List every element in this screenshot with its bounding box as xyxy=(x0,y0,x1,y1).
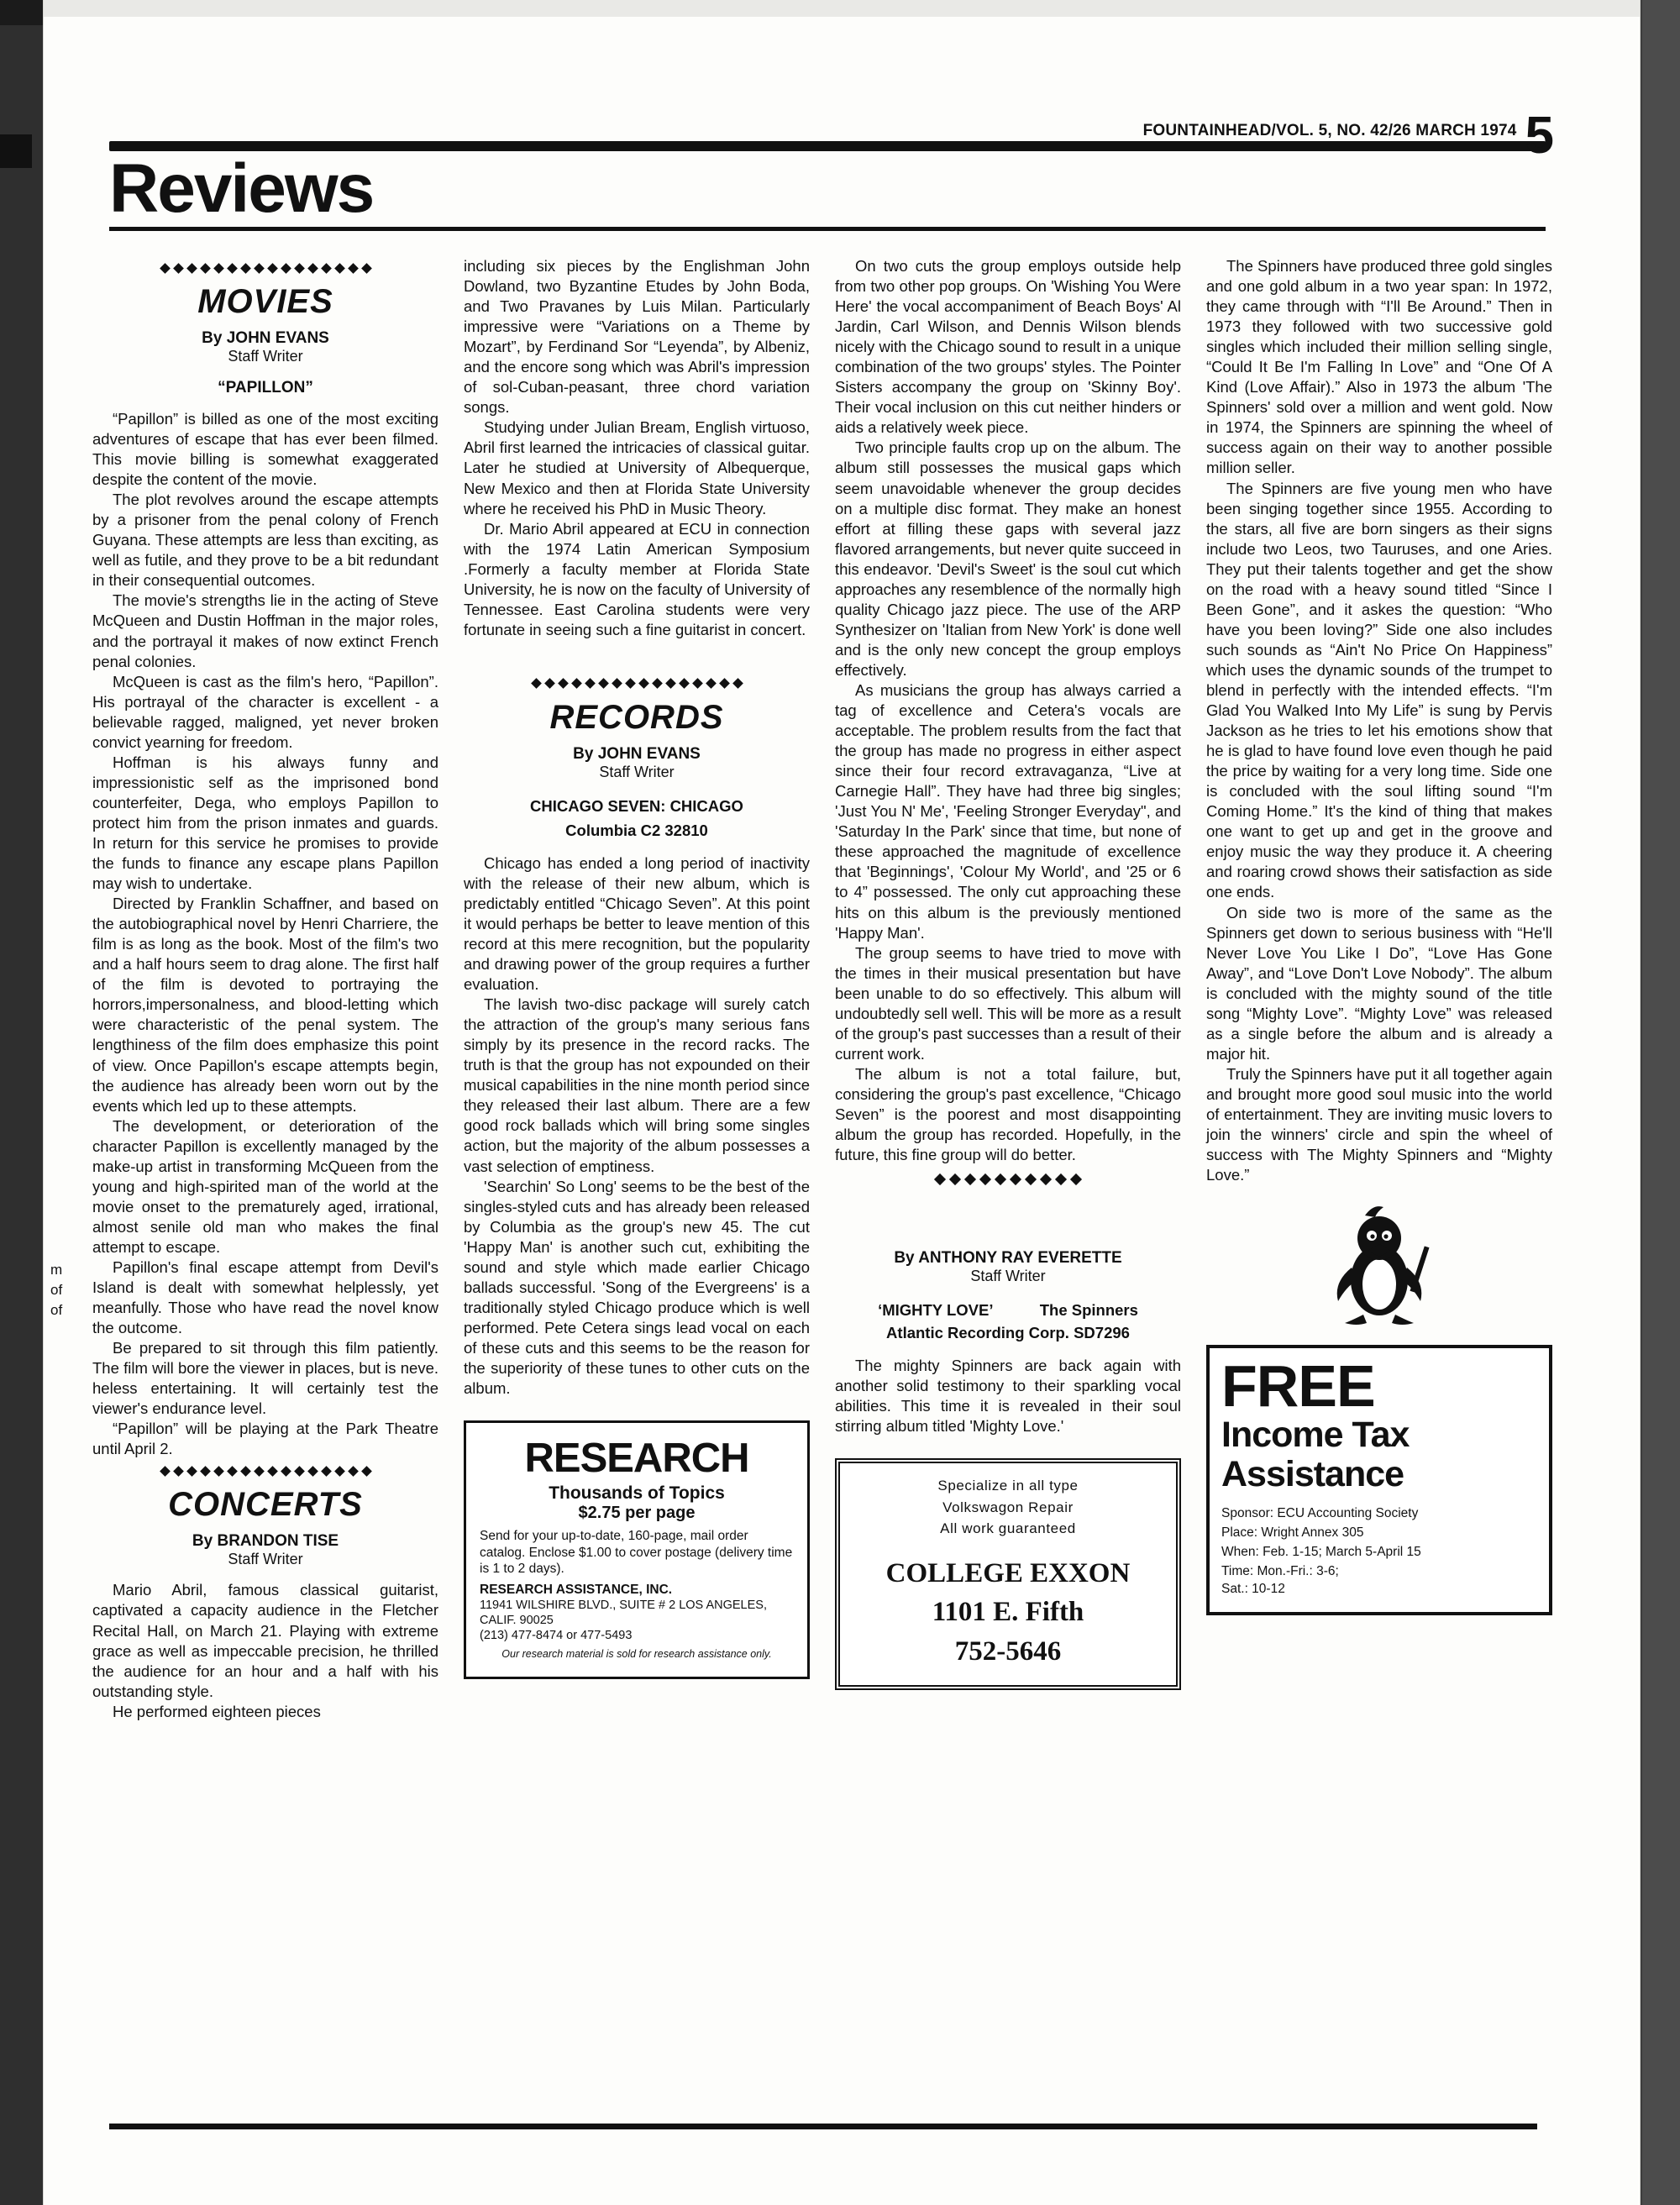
diamond-icon xyxy=(200,1466,211,1477)
diamond-icon xyxy=(348,263,359,274)
movies-top-rule xyxy=(92,261,438,275)
spinners-artist-name: The Spinners xyxy=(1039,1301,1138,1320)
paragraph: He performed eighteen pieces xyxy=(113,1702,321,1720)
research-ad-phone[interactable]: (213) 477-8474 or 477-5493 xyxy=(480,1628,633,1642)
column-4 xyxy=(1206,256,1552,1722)
page-number: 5 xyxy=(1525,107,1554,165)
diamond-icon xyxy=(254,1466,265,1477)
diamond-icon xyxy=(558,679,569,690)
paragraph: The group seems to have tried to move with the times in their musical presentation but have been unable to do so effectively. This album will undoubtedly sell well. This will be more as a result of the group's past successes than a result of their current work. xyxy=(835,943,1181,1063)
diamond-icon xyxy=(1010,1173,1021,1185)
research-ad[interactable] xyxy=(464,1420,810,1679)
concerts-byline-sub: Staff Writer xyxy=(228,1551,303,1568)
diamond-icon xyxy=(665,679,676,690)
diamond-icon xyxy=(160,263,171,274)
exxon-ad-line2: Volkswagon Repair xyxy=(942,1499,1074,1515)
records-album-title: CHICAGO SEVEN: CHICAGO xyxy=(530,796,743,815)
paragraph: Mario Abril, famous classical guitarist, captivated a capacity audience in the Fletcher Recital Hall, on March 21. Playing with extreme grace as well as impeccable precision, he thrilled the audience for an hour and a half with his outstanding style. xyxy=(92,1581,438,1700)
diamond-icon xyxy=(281,263,291,274)
exxon-ad-line3: All work guaranteed xyxy=(940,1520,1076,1537)
paragraph: On side two is more of the same as the Spinners get down to serious business with “He'll Never Love You Like I Do”, “Love Has Gone Away”, and “Love Don't Love Nobody”. The album is concluded with the mighty sound of the title song “Mighty Love”. “Mighty Love” was released as a single before the album and is already a major hit. xyxy=(1206,903,1552,1063)
column-3 xyxy=(835,256,1181,1722)
paragraph: McQueen is cast as the film's hero, “Papillon”. His portrayal of the character is excellent - a believable ragged, maligned, yet never broken convict yearning for freedom. xyxy=(92,672,438,751)
article-columns xyxy=(92,256,1554,1722)
spinners-byline-sub: Staff Writer xyxy=(970,1268,1046,1285)
diamond-icon xyxy=(307,263,318,274)
diamond-icon xyxy=(531,679,542,690)
exxon-ad-name: COLLEGE EXXON xyxy=(885,1557,1131,1588)
diamond-icon xyxy=(1055,1173,1067,1185)
diamond-icon xyxy=(334,263,345,274)
research-ad-sub2: $2.75 per page xyxy=(578,1504,696,1523)
diamond-icon xyxy=(598,679,609,690)
paragraph: Chicago has ended a long period of inactivity with the release of their new album, which is predictably entitled “Chicago Seven”. At this point it would perhaps be better to leave mention of this record at this mere recognition, but the popularity and drawing power of the group requires a further evaluation. xyxy=(464,853,810,994)
diamond-icon xyxy=(213,1466,224,1477)
paragraph: The album is not a total failure, but, considering the group's past excellence, “Chicago Seven” is the poorest and most disappointing album the group has recorded. Hopefully, in the future, this fine group will do better. xyxy=(835,1064,1181,1164)
exxon-ad-phone[interactable]: 752-5646 xyxy=(954,1635,1062,1667)
column-1 xyxy=(92,256,438,1722)
diamond-icon xyxy=(254,263,265,274)
college-exxon-ad[interactable] xyxy=(835,1458,1181,1690)
diamond-icon xyxy=(294,1466,305,1477)
diamond-icon xyxy=(1025,1173,1037,1185)
diamond-icon xyxy=(361,263,372,274)
diamond-icon xyxy=(186,1466,197,1477)
tax-ad-when: When: Feb. 1-15; March 5-April 15 xyxy=(1221,1544,1421,1559)
paragraph: 'Searchin' So Long' seems to be the best of the singles-styled cuts and has already been released by Columbia as the group's new 45. The cut 'Happy Man' is another such cut, exhibiting the sound and style which made earlier Chicago ballads successful. 'Song of the Evergreens' is a traditionally styled Chicago produce which is well performed. Pete Cetera sings lead vocal on each of these cuts and this seems to be the reason for the superiority of these tunes to other cuts on the album. xyxy=(464,1177,810,1398)
diamond-icon xyxy=(173,263,184,274)
diamond-icon xyxy=(638,679,649,690)
diamond-icon xyxy=(267,263,278,274)
records-heading: RECORDS xyxy=(549,698,724,736)
paragraph: The plot revolves around the escape attempts by a prisoner from the penal colony of French Guyana. These attempts are less than exciting, as well as futile, and they prove to be a bit redundant in their consequential outcomes. xyxy=(92,491,438,590)
diamond-icon xyxy=(307,1466,318,1477)
diamond-icon xyxy=(267,1466,278,1477)
paragraph: Papillon's final escape attempt from Devil's Island is dealt with somewhat helplessly, yet meanfully. Those who have read the novel know the outcome. xyxy=(92,1257,438,1337)
tax-ad-line3: Assistance xyxy=(1221,1453,1404,1494)
paragraph: As musicians the group has always carried a tag of excellence and Cetera's vocals are acceptable. The problem results from the fact that the group has made no progress in either aspect since their four record extravaganza, “Live at Carnegie Hall”. They have had three big singles; 'Just You N' Me', 'Feeling Stronger Everyday", and 'Saturday In the Park' since that time, but none of these approached the magnitude of excellence that 'Beginnings', 'Colour My World', and '25 or 6 to 4” possessed. The only cut approaching these hits on this album is the previously mentioned 'Happy Man'. xyxy=(835,680,1181,942)
paragraph: The Spinners are five young men who have been singing together since 1955. According to the stars, all five are born singers as their signs include two Leos, two Tauruses, and one Aries. They put their talents together and get the show on the road with a heavy sound titled “Since I Been Gone”, and it askes the question: “Who have you been loving?” Side one also includes such sounds as “Ain't No Price On Happiness” which uses the dynamic sounds of the trumpet to blend in perfectly with the intended effects. “I'm Glad You Walked Into My Life” is sung by Pervis Jackson as he tries to let his emotions show that he is glad to have found love even though he paid the price by waiting for a very long time. Side one is concluded with the soul lifting sound “I'm Coming Home.” It's the kind of thing that makes one want to get up and get in the groove and enjoy music the way they produce it. A cheering and roaring crowd shows their satisfaction as side one ends. xyxy=(1206,479,1552,901)
diamond-icon xyxy=(612,679,622,690)
records-end-rule xyxy=(835,1173,1181,1185)
scan-margin-marks: m of of xyxy=(50,1262,63,1318)
scan-top-edge xyxy=(44,0,1640,17)
research-ad-body: Send for your up-to-date, 160-page, mail order catalog. Enclose $1.00 to cover postage (delivery time is 1 to 2 days). xyxy=(480,1529,793,1577)
free-tax-assistance-ad[interactable] xyxy=(1206,1345,1552,1614)
diamond-icon xyxy=(227,263,238,274)
diamond-icon xyxy=(213,263,224,274)
research-ad-title: RESEARCH xyxy=(524,1436,749,1482)
diamond-icon xyxy=(294,263,305,274)
paragraph: “Papillon” is billed as one of the most exciting adventures of escape that has ever been filmed. This movie billing is somewhat exaggerated despite the content of the movie. xyxy=(92,410,438,489)
paragraph: Hoffman is his always funny and impressionistic self as the imprisoned bond counterfeiter, Dega, who employs Papillon to protect him from the prison inmates and guards. In return for this service he promises to provide the funds to finance any escape plans Papillon may wish to undertake. xyxy=(92,753,438,893)
masthead-rule-thin xyxy=(109,227,1546,231)
movies-work-title: “PAPILLON” xyxy=(218,379,313,396)
movies-byline: By JOHN EVANS xyxy=(202,329,329,347)
paragraph: The development, or deterioration of the character Papillon is excellently managed by the make-up artist in transforming McQueen from the young and high-spirited man of the world at the movie onset to the prematurely aged, irrational, almost senile old man who makes the final attempt to escape. xyxy=(92,1116,438,1256)
paragraph: Directed by Franklin Schaffner, and based on the autobiographical novel by Henri Charriere, the film is as long as the book. Most of the film's two and a half hours seem to drag alone. The first half of the film is devoted to portraying the horrors,impersonalness, and blood-letting which were characteristic of the penal system. The lengthiness of the film does emphasize this point of view. Once Papillon's escape attempts begin, the audience has already been worn out by the events which led up to these attempts. xyxy=(92,895,438,1115)
paragraph: Truly the Spinners have put it all together again and brought more good soul music into the world of entertainment. They are inviting music lovers to join the winners' circle and spin the wheel of success with The Mighty Spinners and “Mighty Love.” xyxy=(1206,1064,1552,1184)
paragraph: Studying under Julian Bream, English virtuoso, Abril first learned the intricacies of classical guitar. Later he studied at University of Albequerque, New Mexico and then at Florida State University where he received his PhD in Music Theory. xyxy=(464,418,810,517)
masthead-info xyxy=(1142,107,1554,165)
diamond-icon xyxy=(200,263,211,274)
penguin-mascot-icon xyxy=(1299,1200,1459,1326)
diamond-icon xyxy=(679,679,690,690)
diamond-icon xyxy=(160,1466,171,1477)
exxon-ad-line1: Specialize in all type xyxy=(937,1478,1079,1494)
diamond-icon xyxy=(173,1466,184,1477)
paragraph: The movie's strengths lie in the acting of Steve McQueen and Dustin Hoffman in the major roles, and the portrayal it makes of now extinct French penal colonies. xyxy=(92,591,438,670)
paragraph: The mighty Spinners are back again with another solid testimony to their sparkling vocal abilities. This time it is revealed in their soul stirring album titled 'Mighty Love.' xyxy=(835,1357,1181,1436)
page-title: Reviews xyxy=(109,150,374,227)
diamond-icon xyxy=(240,263,251,274)
diamond-icon xyxy=(964,1173,976,1185)
paragraph: Two principle faults crop up on the album. The album still possesses the musical gaps which seem unavoidable whenever the group decides on a multiple disc format. They make an honest effort at filling these gaps with several jazz flavored arrangements, but never quite succeed in this endeavor. 'Devil's Sweet' is the soul cut which approaches any resemblence of the normally high quality Chicago jazz piece. The use of the ARP Synthesizer on 'Italian from New York' is done well and is the only new concept the group employs effectively. xyxy=(835,438,1181,679)
diamond-icon xyxy=(361,1466,372,1477)
diamond-icon xyxy=(934,1173,946,1185)
research-ad-disclaimer: Our research material is sold for research assistance only. xyxy=(501,1648,772,1661)
page-bottom-rule xyxy=(109,2124,1537,2129)
paragraph: Be prepared to sit through this film patiently. The film will bore the viewer in places, but is neve. heless entertaining. It will certainly test the viewer's endurance level. xyxy=(92,1339,438,1418)
diamond-icon xyxy=(240,1466,251,1477)
diamond-icon xyxy=(692,679,703,690)
research-ad-address: 11941 WILSHIRE BLVD., SUITE # 2 LOS ANGELES, CALIF. 90025 xyxy=(480,1598,767,1627)
diamond-icon xyxy=(585,679,596,690)
diamond-icon xyxy=(979,1173,991,1185)
movies-heading: MOVIES xyxy=(197,283,333,320)
tax-ad-time: Time: Mon.-Fri.: 3-6; xyxy=(1221,1563,1339,1578)
publication-line: FOUNTAINHEAD/VOL. 5, NO. 42/26 MARCH 1974 xyxy=(1142,121,1517,139)
spinners-album-label: Atlantic Recording Corp. SD7296 xyxy=(886,1324,1130,1342)
diamond-icon xyxy=(652,679,663,690)
concerts-top-rule xyxy=(92,1464,438,1478)
diamond-icon xyxy=(995,1173,1006,1185)
diamond-icon xyxy=(348,1466,359,1477)
diamond-icon xyxy=(544,679,555,690)
concerts-heading: CONCERTS xyxy=(168,1486,363,1524)
records-album-label: Columbia C2 32810 xyxy=(565,821,708,839)
diamond-icon xyxy=(321,1466,332,1477)
spinners-album-title xyxy=(835,1300,1181,1321)
diamond-icon xyxy=(1070,1173,1082,1185)
diamond-icon xyxy=(706,679,717,690)
movies-byline-sub: Staff Writer xyxy=(228,348,303,365)
diamond-icon xyxy=(625,679,636,690)
scan-left-edge xyxy=(0,0,47,2205)
tax-ad-line2: Income Tax xyxy=(1221,1415,1410,1456)
paragraph: On two cuts the group employs outside help from two other pop groups. On 'Wishing You Were Here' the vocal accompaniment of Beach Boys' Al Jardin, Carl Wilson, and Dennis Wilson blends nicely with the Chicago sound to result in a unique combination of the two groups' styles. The Pointer Sisters accompany the group on 'Skinny Boy'. Their vocal inclusion on this cut neither hinders or aids a relatively week piece. xyxy=(835,257,1181,437)
records-byline: By JOHN EVANS xyxy=(573,744,701,763)
paragraph: The Spinners have produced three gold singles and one gold album in a two year span: In 1972, they came through with “I'll Be Around.” Then in 1973 they followed with two successive gold singles which included their million selling single, “Could It Be I'm Falling In Love” and “One Of A Kind (Love Affair).” Also in 1973 the album 'The Spinners' sold over a million and went gold. Now in 1974, the Spinners are spinning the wheel of success again on their way to another possible million seller. xyxy=(1206,257,1552,477)
paragraph: Dr. Mario Abril appeared at ECU in connection with the 1974 Latin American Symposium .Formerly a faculty member at Florida State University, he is now on the faculty of University of Tennessee. East Carolina students were very fortunate in seeing such a fine guitarist in concert. xyxy=(464,519,810,638)
diamond-icon xyxy=(719,679,730,690)
diamond-icon xyxy=(321,263,332,274)
diamond-icon xyxy=(1040,1173,1052,1185)
research-ad-sub1: Thousands of Topics xyxy=(549,1483,725,1504)
concerts-byline: By BRANDON TISE xyxy=(192,1532,339,1551)
paragraph: “Papillon” will be playing at the Park Theatre until April 2. xyxy=(92,1420,438,1458)
paragraph: including six pieces by the Englishman John Dowland, two Byzantine Etudes by John Boda, and Two Pravanes by Luis Milan. Particularly impressive were “Variations on a Theme by Mozart”, by Ferdinand Sor “Leyenda”, by Albeniz, and the encore song which was Abril's impression of sol-Cuban-peasant, three chord variation songs. xyxy=(464,257,810,417)
paragraph: The lavish two-disc package will surely catch the attraction of the group's many serious fans simply by its presence in the record racks. The truth is that the group has not expounded on their musical capabilities in the nine month period since they released their last album. There are a few good rock ballads which will bring some singles action, but the majority of the album possesses a vast selection of emptiness. xyxy=(464,995,810,1175)
exxon-ad-address: 1101 E. Fifth xyxy=(932,1597,1084,1628)
diamond-icon xyxy=(227,1466,238,1477)
diamond-icon xyxy=(281,1466,291,1477)
column-2 xyxy=(464,256,810,1722)
diamond-icon xyxy=(949,1173,961,1185)
diamond-icon xyxy=(732,679,743,690)
diamond-icon xyxy=(186,263,197,274)
tax-ad-time-sat: Sat.: 10-12 xyxy=(1221,1581,1285,1596)
research-ad-company: RESEARCH ASSISTANCE, INC. xyxy=(480,1582,673,1597)
scan-right-edge xyxy=(1642,0,1680,2205)
diamond-icon xyxy=(571,679,582,690)
tax-ad-sponsor: Sponsor: ECU Accounting Society xyxy=(1221,1506,1419,1521)
scan-edge-artifact-1 xyxy=(0,134,32,168)
spinners-byline: By ANTHONY RAY EVERETTE xyxy=(894,1249,1122,1268)
diamond-icon xyxy=(334,1466,345,1477)
masthead xyxy=(92,101,1571,227)
page-content xyxy=(92,101,1571,1722)
spinners-album-name: ‘MIGHTY LOVE’ xyxy=(878,1301,993,1320)
tax-ad-line1: FREE xyxy=(1221,1353,1375,1420)
records-byline-sub: Staff Writer xyxy=(599,763,675,780)
records-top-rule xyxy=(464,677,810,690)
tax-ad-place: Place: Wright Annex 305 xyxy=(1221,1525,1364,1540)
